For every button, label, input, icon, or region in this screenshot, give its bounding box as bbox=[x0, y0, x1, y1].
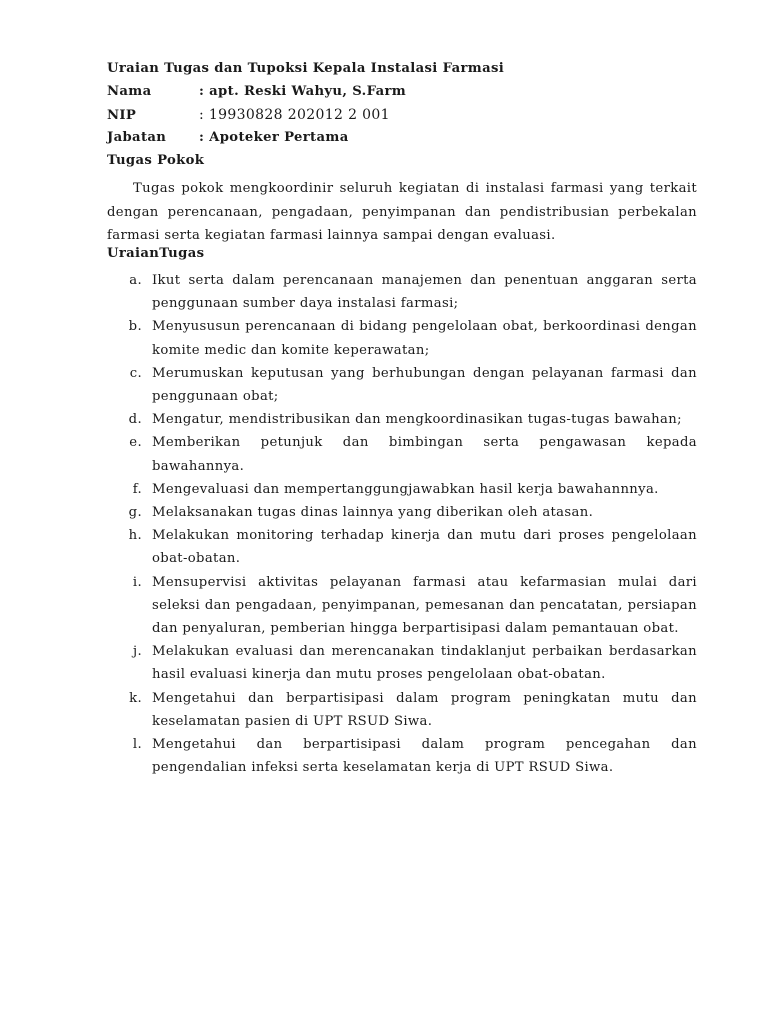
field-nama bbox=[107, 84, 406, 99]
list-item-text: Mensupervisi aktivitas pelayanan farmasi atau kefarmasian mulai dari seleksi dan pengadaan, penyimpanan, pemesanan dan pencatatan, persiapan dan penyaluran, pemberian hingga berpartisipasi dalam pemantauan obat. bbox=[152, 574, 697, 637]
tugas-pokok-paragraph: Tugas pokok mengkoordinir seluruh kegiatan di instalasi farmasi yang terkait dengan perencanaan, pengadaan, penyimpanan dan pendistribusian perbekalan farmasi serta kegiatan farmasi lainnya sampai dengan evaluasi. bbox=[107, 181, 697, 243]
list-item-text: Merumuskan keputusan yang berhubungan dengan pelayanan farmasi dan penggunaan obat; bbox=[152, 365, 697, 405]
heading-tugas-pokok: Tugas Pokok bbox=[107, 153, 205, 168]
list-marker: f. bbox=[132, 481, 142, 497]
list-marker: l. bbox=[132, 737, 142, 753]
list-item bbox=[107, 431, 697, 477]
list-item bbox=[107, 315, 697, 361]
list-item-text: Melakukan evaluasi dan merencanakan tindaklanjut perbaikan berdasarkan hasil evaluasi kinerja dan mutu proses pengelolaan obat-obatan. bbox=[152, 644, 697, 683]
list-marker: b. bbox=[128, 319, 142, 335]
list-item-text: Ikut serta dalam perencanaan manajemen dan penentuan anggaran serta penggunaan sumber daya instalasi farmasi; bbox=[152, 273, 697, 312]
field-value-nip: : 19930828 202012 2 001 bbox=[199, 107, 390, 123]
field-value-jabatan: : Apoteker Pertama bbox=[199, 130, 349, 145]
list-marker: i. bbox=[132, 574, 142, 590]
list-item bbox=[107, 269, 697, 315]
list-marker: d. bbox=[128, 412, 142, 428]
list-item-text: Mengetahui dan berpartisipasi dalam program peningkatan mutu dan keselamatan pasien di UPT RSUD Siwa. bbox=[152, 690, 697, 729]
list-marker: h. bbox=[128, 528, 142, 544]
list-item bbox=[107, 478, 697, 501]
list-item-text: Mengetahui dan berpartisipasi dalam program pencegahan dan pengendalian infeksi serta keselamatan kerja di UPT RSUD Siwa. bbox=[152, 737, 697, 776]
list-item bbox=[107, 408, 697, 431]
list-item bbox=[107, 640, 697, 686]
list-item-text: Melaksanakan tugas dinas lainnya yang diberikan oleh atasan. bbox=[152, 505, 594, 521]
field-jabatan bbox=[107, 130, 349, 145]
list-item bbox=[107, 524, 697, 570]
list-marker: e. bbox=[129, 435, 142, 451]
list-marker: k. bbox=[129, 690, 142, 706]
document-title: Uraian Tugas dan Tupoksi Kepala Instalasi Farmasi bbox=[107, 61, 505, 76]
list-item bbox=[107, 571, 697, 641]
list-marker: g. bbox=[128, 505, 142, 521]
list-item-text: Melakukan monitoring terhadap kinerja dan mutu dari proses pengelolaan obat-obatan. bbox=[152, 528, 697, 567]
field-label-jabatan: Jabatan bbox=[107, 130, 167, 145]
list-item bbox=[107, 687, 697, 733]
list-item bbox=[107, 501, 697, 524]
field-nip bbox=[107, 107, 390, 123]
list-marker: a. bbox=[129, 273, 142, 288]
heading-uraian-tugas: UraianTugas bbox=[107, 246, 205, 261]
list-item-text: Memberikan petunjuk dan bimbingan serta pengawasan kepada bawahannya. bbox=[152, 435, 697, 474]
field-label-nama: Nama bbox=[107, 84, 152, 99]
list-item bbox=[107, 362, 697, 408]
list-item-text: Mengatur, mendistribusikan dan mengkoordinasikan tugas-tugas bawahan; bbox=[152, 412, 682, 428]
list-item bbox=[107, 733, 697, 779]
list-marker: j. bbox=[133, 644, 142, 660]
list-marker: c. bbox=[129, 365, 142, 381]
list-item-text: Menyususun perencanaan di bidang pengelolaan obat, berkoordinasi dengan komite medic dan komite keperawatan; bbox=[152, 319, 697, 358]
list-item-text: Mengevaluasi dan mempertanggungjawabkan hasil kerja bawahannnya. bbox=[152, 481, 659, 497]
uraian-tugas-list bbox=[107, 269, 697, 779]
field-label-nip: NIP bbox=[107, 108, 137, 123]
field-value-nama: : apt. Reski Wahyu, S.Farm bbox=[199, 84, 407, 99]
